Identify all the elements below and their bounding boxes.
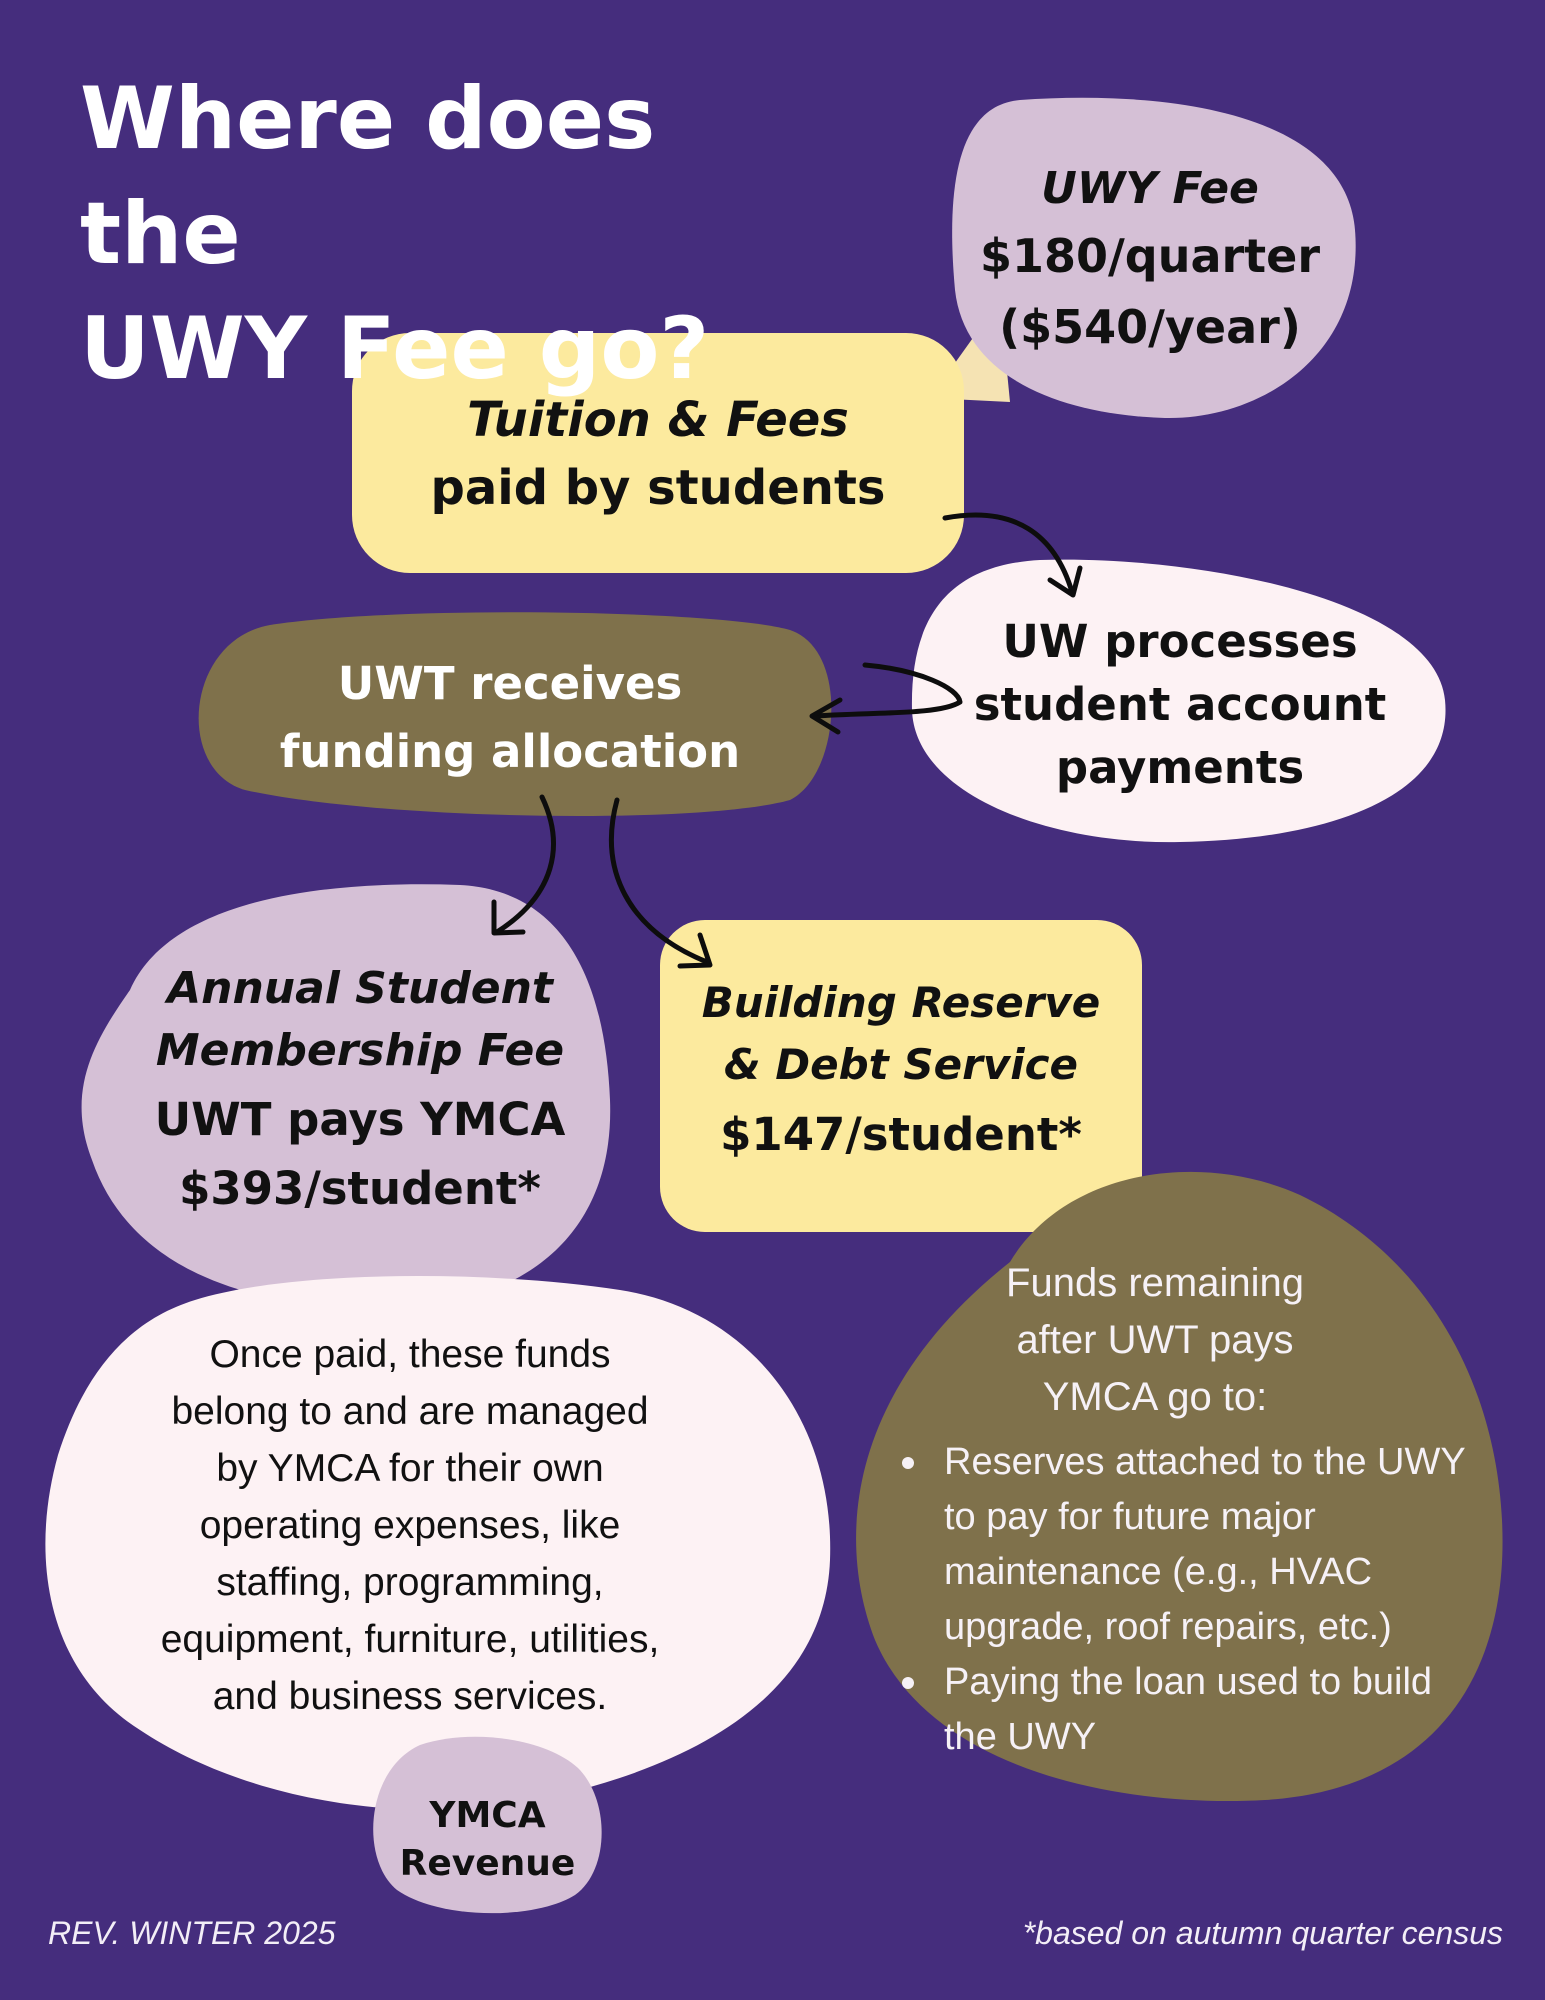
ymca-funds-line: and business services.	[212, 1675, 608, 1718]
title-line-2: UWY Fee go?	[80, 299, 710, 399]
uw-bubble	[940, 610, 1420, 799]
title-line-1: Where does the	[80, 69, 656, 284]
membership-bubble	[120, 958, 600, 1222]
building-box	[660, 972, 1142, 1174]
building-line-2: & Debt Service	[724, 1040, 1078, 1089]
ymca-funds-bubble	[70, 1326, 750, 1725]
remaining-heading	[905, 1255, 1405, 1426]
tuition-box	[352, 386, 964, 522]
ymca-revenue-line-1: YMCA	[429, 1795, 546, 1836]
revision-note: REV. WINTER 2025	[48, 1915, 336, 1951]
ymca-funds-line: by YMCA for their own	[216, 1447, 604, 1490]
uwt-line-1: UWT receives	[337, 657, 683, 710]
uw-line-2: student account	[973, 678, 1387, 731]
fee-per-quarter: $180/quarter	[979, 229, 1321, 283]
remaining-heading-line-3: YMCA go to:	[1042, 1375, 1268, 1419]
ymca-funds-line: operating expenses, like	[199, 1504, 621, 1547]
ymca-revenue-bubble	[370, 1792, 605, 1888]
page-title	[80, 62, 840, 407]
fee-per-year: ($540/year)	[999, 300, 1301, 354]
ymca-revenue-line-2: Revenue	[399, 1843, 576, 1884]
remaining-heading-line-1: Funds remaining	[1006, 1261, 1304, 1305]
uw-line-3: payments	[1055, 741, 1305, 794]
ymca-funds-line: equipment, furniture, utilities,	[160, 1618, 660, 1661]
uw-line-1: UW processes	[1002, 615, 1358, 668]
membership-line-3: UWT pays YMCA	[154, 1093, 566, 1146]
building-line-1: Building Reserve	[701, 978, 1101, 1027]
ymca-funds-line: belong to and are managed	[171, 1390, 649, 1433]
membership-amount: $393/student*	[179, 1162, 541, 1215]
fee-bubble	[960, 158, 1340, 362]
tuition-sub: paid by students	[430, 460, 886, 516]
building-amount: $147/student*	[720, 1108, 1082, 1161]
uwt-line-2: funding allocation	[279, 725, 741, 778]
uwt-box	[230, 650, 790, 786]
remaining-bullet-loan: Paying the loan used to build the UWY	[902, 1655, 1487, 1765]
ymca-funds-line: Once paid, these funds	[209, 1333, 611, 1376]
fee-label: UWY Fee	[1041, 163, 1259, 214]
census-footnote: *based on autumn quarter census	[1022, 1915, 1503, 1951]
remaining-bullet-reserves: Reserves attached to the UWY to pay for future major maintenance (e.g., HVAC upgrade, roof repairs, etc.)	[902, 1435, 1487, 1655]
membership-line-2: Membership Fee	[155, 1025, 565, 1076]
membership-line-1: Annual Student	[167, 963, 553, 1014]
remaining-heading-line-2: after UWT pays	[1016, 1318, 1294, 1362]
ymca-funds-line: staffing, programming,	[216, 1561, 604, 1604]
remaining-bullet-list	[902, 1435, 1487, 1765]
tuition-label: Tuition & Fees	[467, 392, 849, 448]
